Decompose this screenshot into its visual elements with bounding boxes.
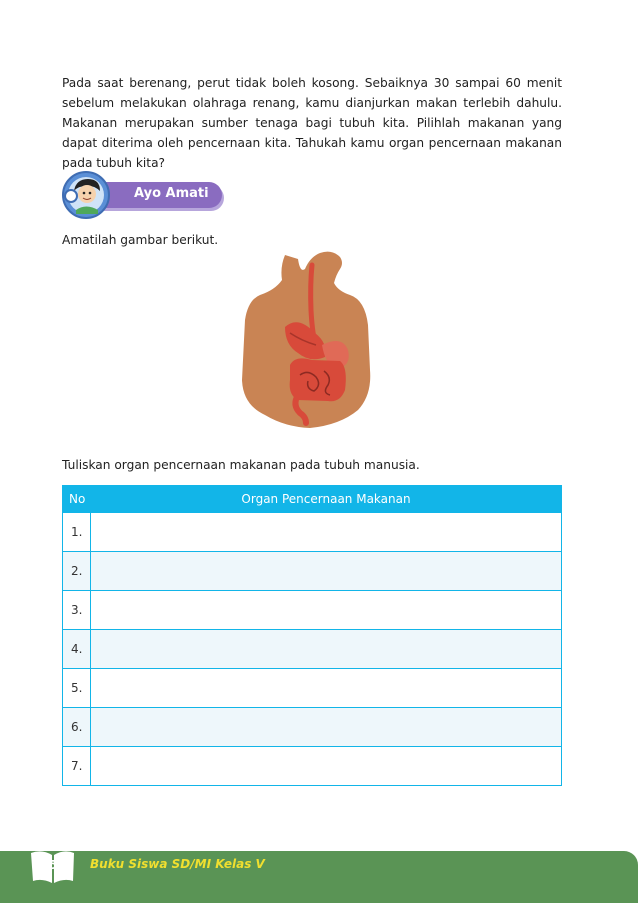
answer-cell[interactable]: [91, 513, 562, 552]
table-row: [63, 513, 562, 552]
organ-table: [62, 485, 562, 786]
answer-cell[interactable]: [91, 591, 562, 630]
table-row: [63, 669, 562, 708]
row-number: 5.: [63, 669, 91, 708]
page-number: 54: [49, 858, 66, 872]
row-number: 1.: [63, 513, 91, 552]
table-row: [63, 708, 562, 747]
answer-cell[interactable]: [91, 552, 562, 591]
row-number: 3.: [63, 591, 91, 630]
ayo-amati-banner: [60, 170, 225, 220]
banner-label: Ayo Amati: [134, 186, 209, 201]
row-number: 4.: [63, 630, 91, 669]
table-row: [63, 591, 562, 630]
page-footer: [0, 851, 638, 903]
answer-cell[interactable]: [91, 630, 562, 669]
digestive-system-illustration: [240, 245, 375, 440]
task-instruction: Tuliskan organ pencernaan makanan pada tubuh manusia.: [62, 458, 420, 472]
table-row: [63, 552, 562, 591]
intro-paragraph: Pada saat berenang, perut tidak boleh kosong. Sebaiknya 30 sampai 60 menit sebelum melakukan olahraga renang, kamu dianjurkan makan terlebih dahulu. Makanan merupakan sumber tenaga bagi tubuh kita. Pilihlah makanan yang dapat diterima oleh pencernaan kita. Tahukah kamu organ pencernaan makanan pada tubuh kita?: [62, 76, 562, 170]
table-row: [63, 630, 562, 669]
magnifier-kid-icon: [60, 170, 120, 220]
row-number: 6.: [63, 708, 91, 747]
answer-cell[interactable]: [91, 669, 562, 708]
header-organ: Organ Pencernaan Makanan: [91, 486, 562, 513]
table-header-row: [63, 486, 562, 513]
row-number: 7.: [63, 747, 91, 786]
instruction-text: Amatilah gambar berikut.: [62, 233, 219, 247]
row-number: 2.: [63, 552, 91, 591]
answer-cell[interactable]: [91, 747, 562, 786]
answer-cell[interactable]: [91, 708, 562, 747]
header-no: No: [63, 486, 91, 513]
book-title: Buku Siswa SD/MI Kelas V: [90, 857, 265, 871]
table-row: [63, 747, 562, 786]
